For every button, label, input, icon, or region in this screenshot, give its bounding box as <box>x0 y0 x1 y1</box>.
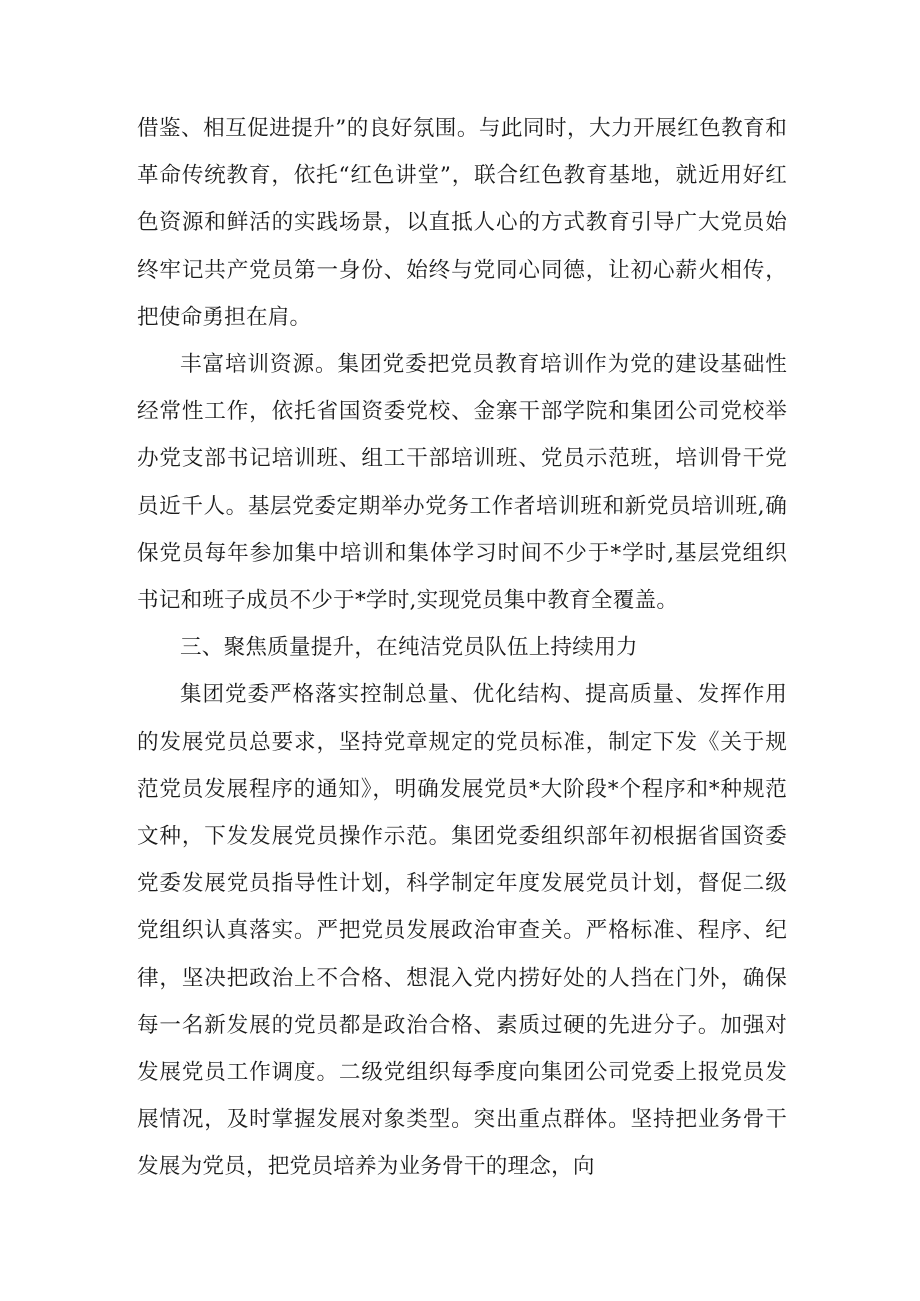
paragraph-training-resources: 丰富培训资源。集团党委把党员教育培训作为党的建设基础性经常性工作，依托省国资委党校、金寨干部学院和集团公司党校举办党支部书记培训班、组工干部培训班、党员示范班，培训骨干党员近千人。基层党委定期举办党务工作者培训班和新党员培训班,确保党员每年参加集中培训和集体学习时间不少于*学时,基层党组织书记和班子成员不少于*学时,实现党员集中教育全覆盖。 <box>137 352 787 614</box>
paragraph-member-development: 集团党委严格落实控制总量、优化结构、提高质量、发挥作用的发展党员总要求，坚持党章规定的党员标准，制定下发《关于规范党员发展程序的通知》，明确发展党员*大阶段*个程序和*种规范文种，下发发展党员操作示范。集团党委组织部年初根据省国资委党委发展党员指导性计划，科学制定年度发展党员计划，督促二级党组织认真落实。严把党员发展政治审查关。严格标准、程序、纪律，坚决把政治上不合格、想混入党内捞好处的人挡在门外，确保每一名新发展的党员都是政治合格、素质过硬的先进分子。加强对发展党员工作调度。二级党组织每季度向集团公司党委上报党员发展情况，及时掌握发展对象类型。突出重点群体。坚持把业务骨干发展为党员，把党员培养为业务骨干的理念，向 <box>137 682 787 1180</box>
document-body <box>137 105 787 1191</box>
paragraph-red-education-continued: 借鉴、相互促进提升”的良好氛围。与此同时，大力开展红色教育和革命传统教育，依托“红色讲堂”，联合红色教育基地，就近用好红色资源和鲜活的实践场景，以直抵人心的方式教育引导广大党员始终牢记共产党员第一身份、始终与党同心同德，让初心薪火相传，把使命勇担在肩。 <box>137 116 787 330</box>
section-heading-quality: 三、聚焦质量提升，在纯洁党员队伍上持续用力 <box>180 635 638 661</box>
